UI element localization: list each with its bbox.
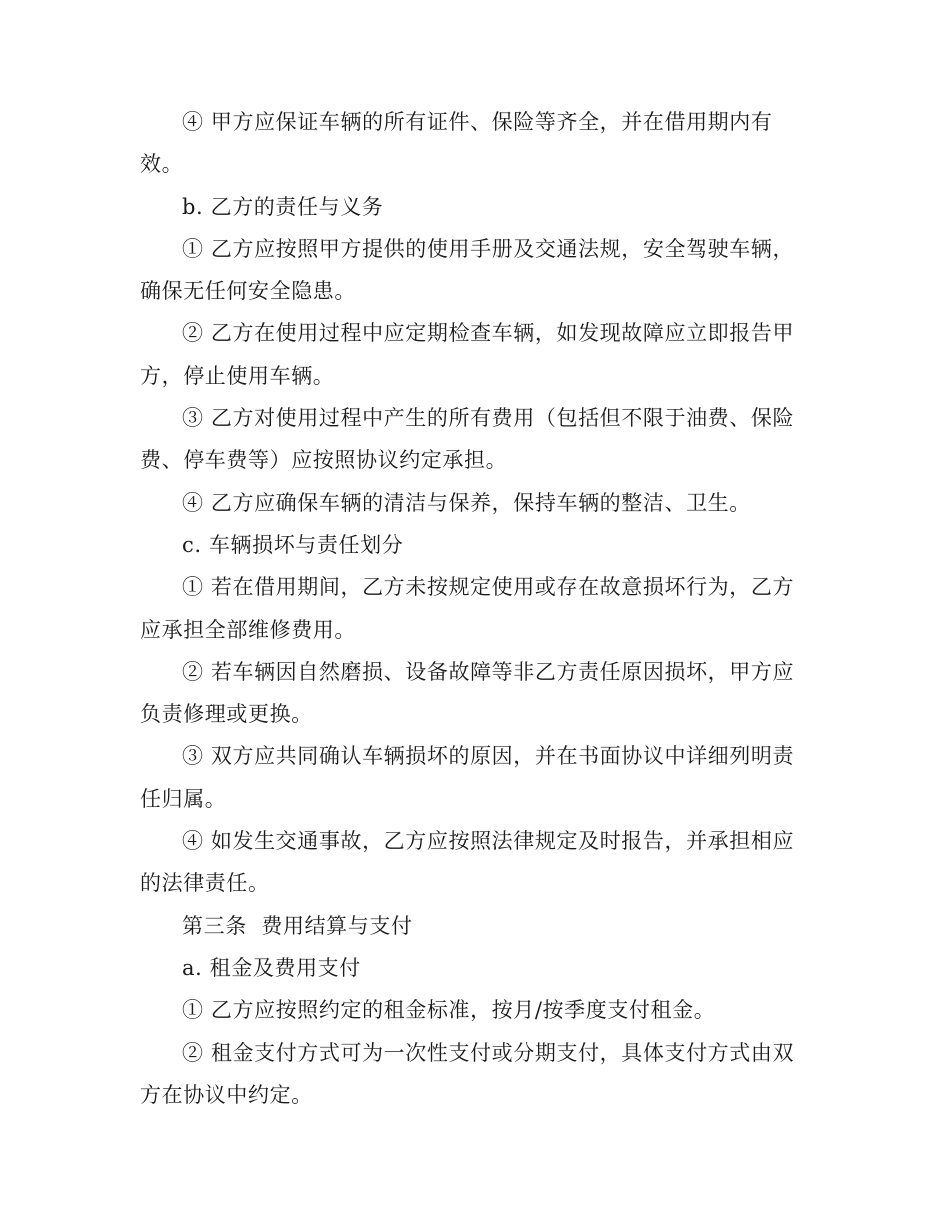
paragraph-lessee-item-2 (140, 312, 810, 397)
section-heading-c (140, 524, 810, 566)
paragraph-line: ② 若车辆因自然磨损、设备故障等非乙方责任原因损坏，甲方应 (182, 659, 795, 684)
paragraph-line: c. 车辆损坏与责任划分 (182, 532, 404, 557)
paragraph-damage-item-2 (140, 651, 810, 736)
paragraph-payment-item-1 (140, 989, 810, 1031)
paragraph-line: 费、停车费等）应按照协议约定承担。 (140, 448, 508, 473)
paragraph-line: ④ 甲方应保证车辆的所有证件、保险等齐全，并在借用期内有 (182, 110, 773, 134)
paragraph-line: 的法律责任。 (140, 871, 270, 896)
document-body (140, 101, 810, 1116)
paragraph-line: ① 乙方应按照约定的租金标准，按月/按季度支付租金。 (182, 998, 716, 1023)
section-heading-a (140, 947, 810, 989)
paragraph-payment-item-2 (140, 1032, 810, 1117)
paragraph-line: 效。 (140, 152, 184, 177)
paragraph-line: 第三条 费用结算与支付 (182, 913, 413, 938)
article-heading-3 (140, 905, 810, 947)
paragraph-line: ④ 如发生交通事故，乙方应按照法律规定及时报告，并承担相应 (182, 829, 795, 854)
paragraph-lessor-item-4 (140, 101, 810, 186)
paragraph-line: ② 租金支付方式可为一次性支付或分期支付，具体支付方式由双 (182, 1040, 795, 1065)
paragraph-line: 方，停止使用车辆。 (140, 363, 335, 388)
paragraph-lessee-item-4 (140, 482, 810, 524)
paragraph-line: 应承担全部维修费用。 (140, 617, 356, 642)
section-heading-b (140, 186, 810, 228)
paragraph-line: ① 若在借用期间，乙方未按规定使用或存在故意损坏行为，乙方 (182, 575, 795, 600)
paragraph-line: 确保无任何安全隐患。 (140, 279, 356, 304)
paragraph-line: ① 乙方应按照甲方提供的使用手册及交通法规，安全驾驶车辆， (182, 236, 795, 261)
paragraph-damage-item-4 (140, 820, 810, 905)
paragraph-damage-item-3 (140, 735, 810, 820)
paragraph-line: a. 租金及费用支付 (182, 955, 361, 980)
paragraph-line: ③ 双方应共同确认车辆损坏的原因，并在书面协议中详细列明责 (182, 744, 795, 769)
paragraph-line: ② 乙方在使用过程中应定期检查车辆，如发现故障应立即报告甲 (182, 321, 795, 346)
paragraph-line: ③ 乙方对使用过程中产生的所有费用（包括但不限于油费、保险 (182, 406, 795, 431)
paragraph-line: 方在协议中约定。 (140, 1082, 313, 1107)
paragraph-lessee-item-3 (140, 397, 810, 482)
paragraph-lessee-item-1 (140, 228, 810, 313)
paragraph-line: 负责修理或更换。 (140, 702, 313, 727)
paragraph-damage-item-1 (140, 566, 810, 651)
paragraph-line: b. 乙方的责任与义务 (182, 194, 384, 219)
paragraph-line: ④ 乙方应确保车辆的清洁与保养，保持车辆的整洁、卫生。 (182, 490, 751, 515)
paragraph-line: 任归属。 (140, 786, 227, 811)
